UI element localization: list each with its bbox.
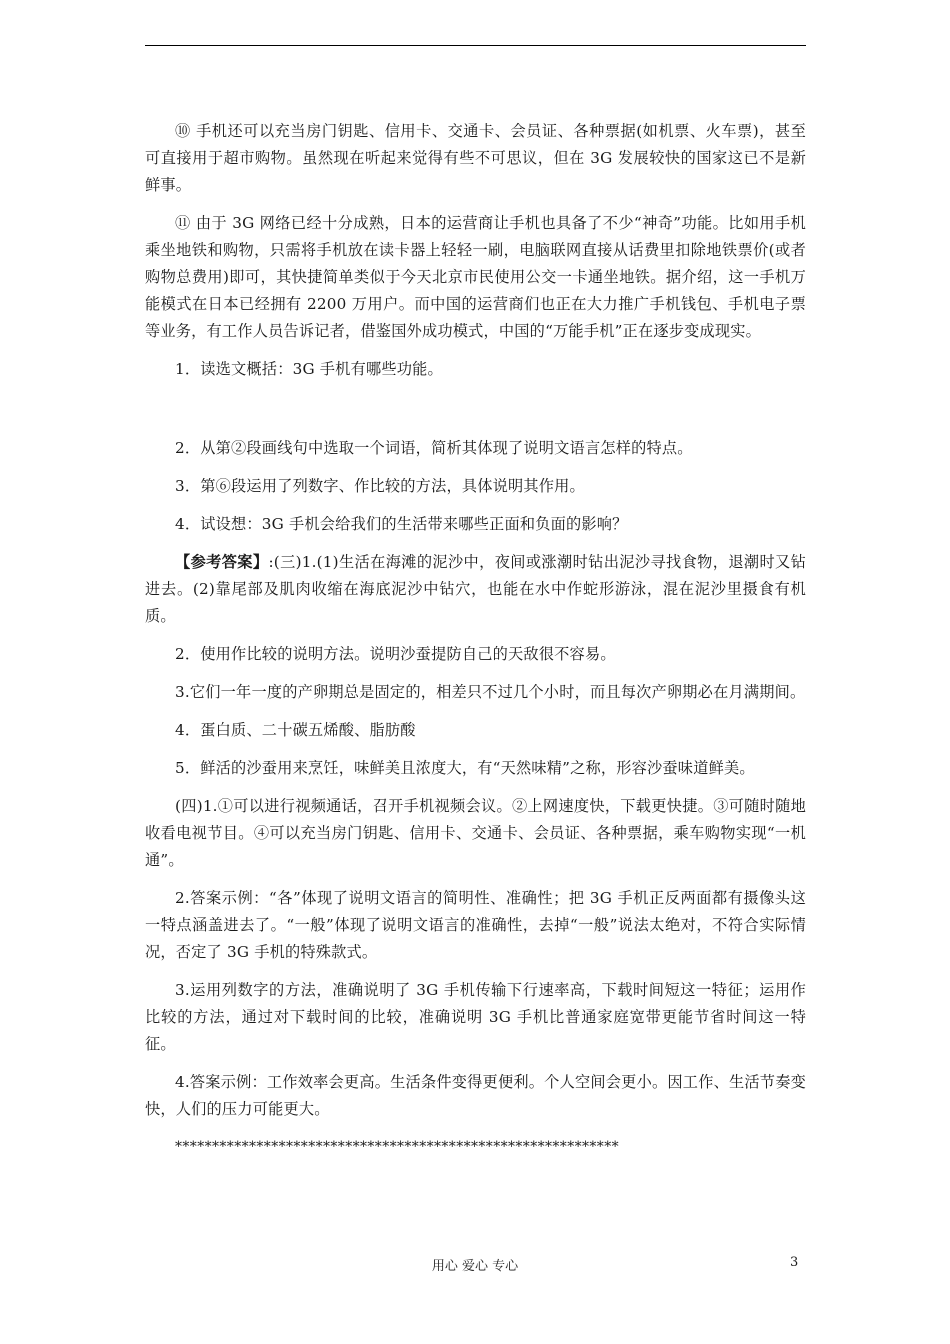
paragraph-10: ⑩ 手机还可以充当房门钥匙、信用卡、交通卡、会员证、各种票据(如机票、火车票)，甚至可直接用于超市购物。虽然现在听起来觉得有些不可思议，但在 3G 发展较快的国家这已不是新鲜事。 (145, 122, 806, 194)
document-body (145, 118, 806, 1161)
answer-item: 4.答案示例：工作效率会更高。生活条件变得更便利。个人空间会更小。因工作、生活节奏变快，人们的压力可能更大。 (145, 1073, 806, 1118)
answer-item: 5．鲜活的沙蚕用来烹饪，味鲜美且浓度大，有“天然味精”之称，形容沙蚕味道鲜美。 (175, 759, 755, 777)
question-3: 3．第⑥段运用了列数字、作比较的方法，具体说明其作用。 (175, 477, 585, 495)
answer-item: 2.答案示例：“各”体现了说明文语言的简明性、准确性；把 3G 手机正反两面都有摄像头这一特点涵盖进去了。“一般”体现了说明文语言的准确性，去掉“一般”说法太绝对，不符合实际情况，否定了 3G 手机的特殊款式。 (145, 889, 806, 961)
answer-item: (四)1.①可以进行视频通话，召开手机视频会议。②上网速度快，下载更快捷。③可随时随地收看电视节目。④可以充当房门钥匙、信用卡、交通卡、会员证、各种票据，乘车购物实现“一机通”。 (145, 797, 806, 869)
question-1: 1．读选文概括：3G 手机有哪些功能。 (175, 360, 443, 378)
answer-item: 3.运用列数字的方法，准确说明了 3G 手机传输下行速率高，下载时间短这一特征；运用作比较的方法，通过对下载时间的比较，准确说明 3G 手机比普通家庭宽带更能节省时间这一特征。 (145, 981, 806, 1053)
star-separator: ************************************************************ (175, 1139, 619, 1155)
answer-item: 3.它们一年一度的产卵期总是固定的，相差只不过几个小时，而且每次产卵期必在月满期间。 (175, 683, 806, 701)
footer-motto: 用心 爱心 专心 (431, 1259, 519, 1274)
answer-item: 4．蛋白质、二十碳五烯酸、脂肪酸 (175, 721, 416, 739)
paragraph-11: ⑪ 由于 3G 网络已经十分成熟，日本的运营商让手机也具备了不少“神奇”功能。比如用手机乘坐地铁和购物，只需将手机放在读卡器上轻轻一刷，电脑联网直接从话费里扣除地铁票价(或者购物总费用)即可，其快捷简单类似于今天北京市民使用公交一卡通坐地铁。据介绍，这一手机万能模式在日本已经拥有 2200 万用户。而中国的运营商们也正在大力推广手机钱包、手机电子票等业务，有工作人员告诉记者，借鉴国外成功模式，中国的“万能手机”正在逐步变成现实。 (145, 214, 806, 340)
header-rule (145, 45, 806, 46)
question-4: 4．试设想：3G 手机会给我们的生活带来哪些正面和负面的影响？ (175, 515, 628, 533)
page-number: 3 (790, 1255, 799, 1270)
answer-first: :(三)1.(1)生活在海滩的泥沙中，夜间或涨潮时钻出泥沙寻找食物，退潮时又钻进去。(2)靠尾部及肌肉收缩在海底泥沙中钻穴，也能在水中作蛇形游泳，混在泥沙里摄食有机质。 (145, 553, 806, 625)
question-2: 2．从第②段画线句中选取一个词语，简析其体现了说明文语言怎样的特点。 (175, 439, 693, 457)
answer-label: 【参考答案】 (175, 553, 269, 571)
answer-section-start (145, 549, 806, 630)
answer-item: 2．使用作比较的说明方法。说明沙蚕提防自己的天敌很不容易。 (175, 645, 616, 663)
